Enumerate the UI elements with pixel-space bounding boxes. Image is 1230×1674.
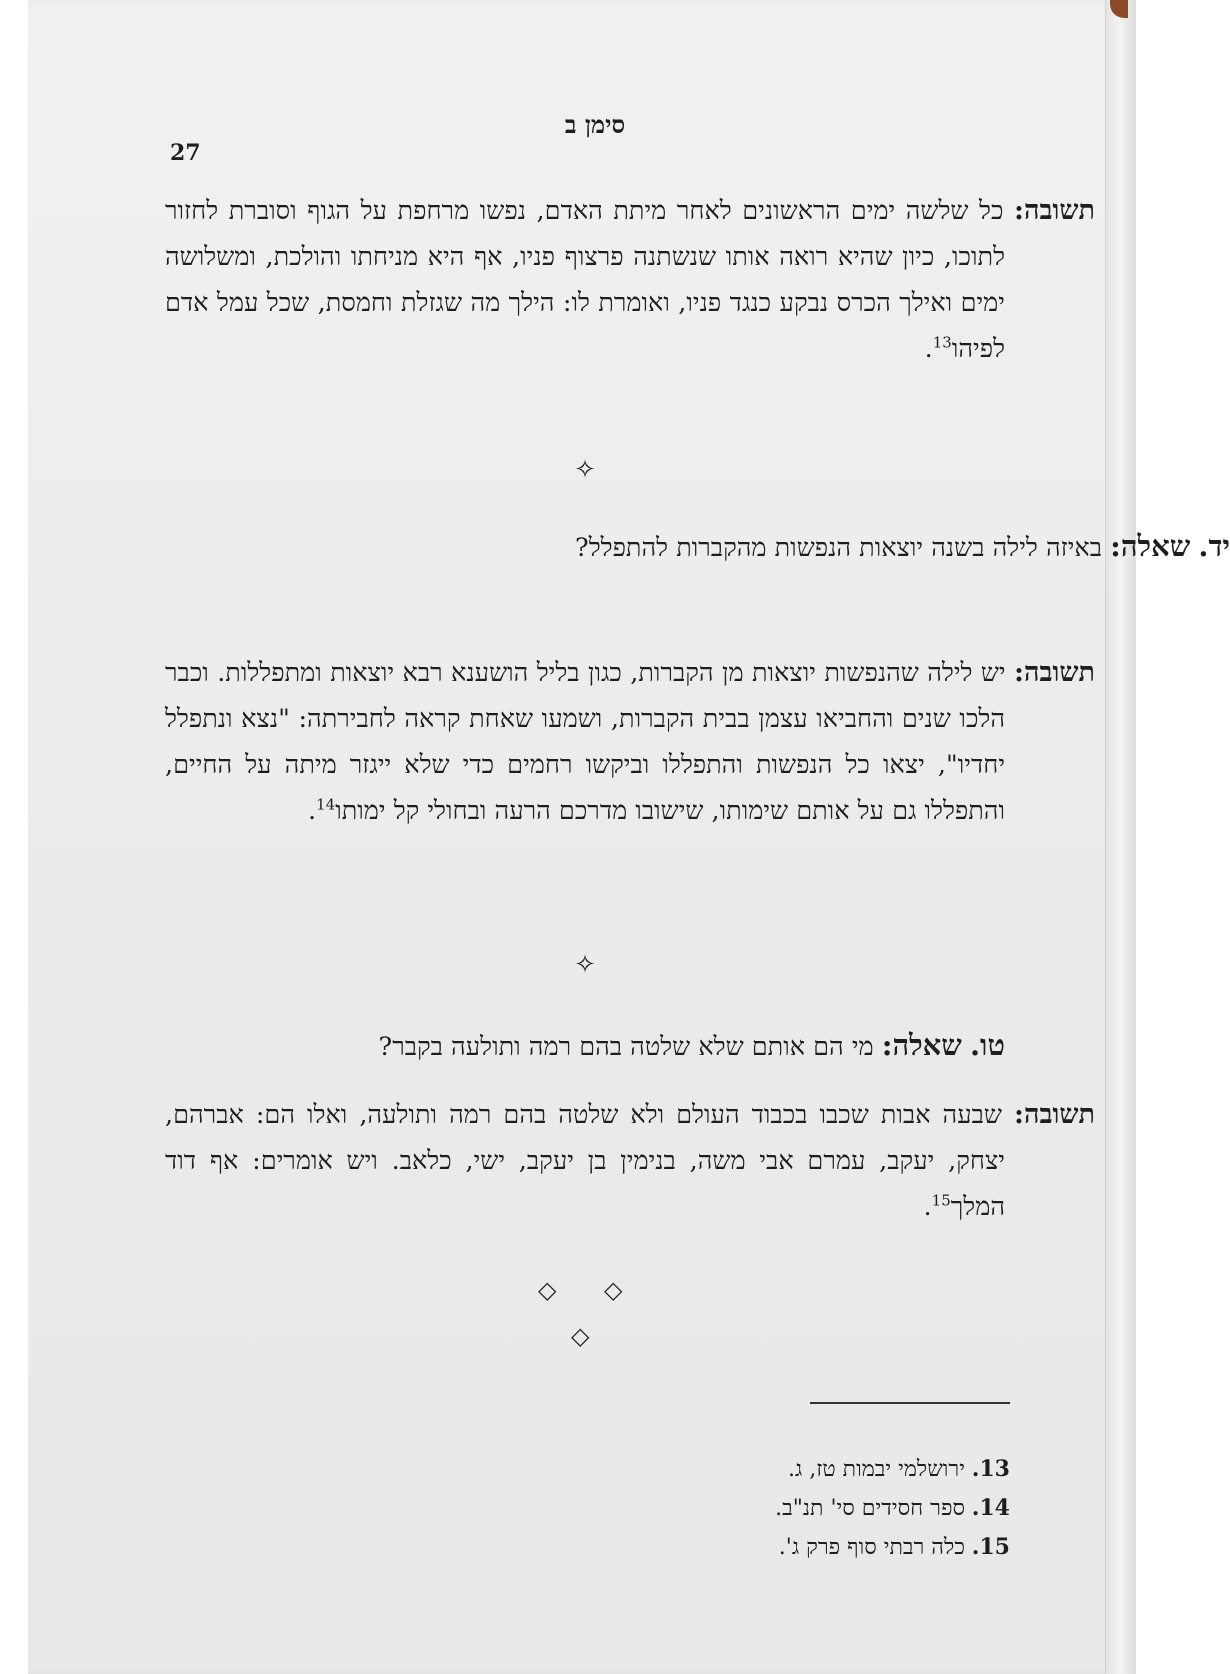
- answer-paragraph-13: תשובה: כל שלשה ימים הראשונים לאחר מיתת האדם, נפשו מרחפת על הגוף וסוברת לחזור לתוכו, כיון שהיא רואה אותו שנשתנה פרצוף פניו, אף היא מניחתו והולכת, ומשלושה ימים ואילך הכרס נבקע כנגד פניו, ואומרת לו: הילך מה שגזלת וחמסת, שכל עמל אדם לפיהו$^{13}$.: [165, 195, 1096, 364]
- footnote-separator: [810, 1402, 1010, 1404]
- footnote-ref-14[interactable]: 14: [316, 795, 336, 814]
- page-number: 27: [170, 140, 201, 166]
- question-text: מי הם אותם שלא שלטה בהם רמה ותולעה בקבר?: [378, 1032, 874, 1062]
- question-14: [165, 523, 1230, 571]
- footnotes: [640, 1450, 1010, 1567]
- question-label: שאלה:: [1110, 529, 1191, 563]
- answer-paragraph-14: תשובה: יש לילה שהנפשות יוצאות מן הקברות, כגון בליל הושענא רבא יוצאות ומתפללות. וכבר הלכו שנים והחביאו עצמן בבית הקברות, ושמעו שאחת קראה לחבירתה: "נצא ונתפלל יחדיו", יצאו כל הנפשות והתפללו וביקשו רחמים כדי שלא ייגזר מיתה על החיים, והתפללו גם על אותם שימותו, שישובו מדרכם הרעה ובחולי קל ימותו$^{14}$.: [165, 657, 1095, 826]
- closing-ornament-diamond: ◇: [538, 1276, 557, 1304]
- answer-text: כל שלשה ימים הראשונים לאחר מיתת האדם, נפשו מרחפת על הגוף וסוברת לחזור לתוכו, כיון שהיא רואה אותו שנשתנה פרצוף פניו, אף היא מניחתו והולכת, ומשלושה ימים ואילך הכרס נבקע כנגד פניו, ואומרת לו: הילך מה שגזלת וחמסת, שכל עמל אדם לפיהו: [165, 196, 1005, 364]
- answer-paragraph-15: תשובה: שבעה אבות שכבו בכבוד העולם ולא שלטה בהם רמה ותולעה, ואלו הם: אברהם, יצחק, יעקב, עמרם אבי משה, בנימין בן יעקב, ישי, כלאב. ויש אומרים: אף דוד המלך$^{15}$.: [165, 1099, 1095, 1222]
- section-divider-star: ✧: [574, 455, 596, 485]
- bleed-through-text: [360, 400, 375, 454]
- closing-ornament-diamond: ◇: [571, 1322, 590, 1350]
- page-edge: [1105, 0, 1136, 1674]
- running-head: סימן ב: [564, 110, 626, 139]
- footnote-15: 15. כלה רבתי סוף פרק ג'.: [778, 1534, 1010, 1560]
- answer-text: יש לילה שהנפשות יוצאות מן הקברות, כגון בליל הושענא רבא יוצאות ומתפללות. וכבר הלכו שנים והחביאו עצמן בבית הקברות, ושמעו שאחת קראה לחבירתה: "נצא ונתפלל יחדיו", יצאו כל הנפשות והתפללו וביקשו רחמים כדי שלא ייגזר מיתה על החיים, והתפללו גם על אותם שימותו, שישובו מדרכם הרעה ובחולי קל ימותו: [165, 658, 1006, 826]
- question-text: באיזה לילה בשנה יוצאות הנפשות מהקברות להתפלל?: [575, 533, 1103, 563]
- section-divider-star: ✧: [574, 950, 596, 980]
- footnote-13: 13. ירושלמי יבמות טז, ג.: [788, 1456, 1010, 1482]
- footnote-14: 14. ספר חסידים סי' תנ"ב.: [775, 1495, 1010, 1521]
- answer-text: שבעה אבות שכבו בכבוד העולם ולא שלטה בהם רמה ותולעה, ואלו הם: אברהם, יצחק, יעקב, עמרם אבי משה, בנימין בן יעקב, ישי, כלאב. ויש אומרים: אף דוד המלך: [165, 1100, 1005, 1222]
- question-number: טו.: [969, 1028, 1005, 1062]
- footnote-ref-13[interactable]: 13: [932, 333, 952, 352]
- question-15: [165, 1022, 1005, 1070]
- answer-label: תשובה:: [1014, 657, 1095, 688]
- answer-label: תשובה:: [1014, 1099, 1095, 1130]
- answer-label: תשובה:: [1014, 195, 1096, 226]
- closing-ornament-diamond: ◇: [604, 1276, 623, 1304]
- footnote-ref-15[interactable]: 15: [931, 1191, 951, 1210]
- question-number: יד.: [1198, 529, 1230, 563]
- question-label: שאלה:: [881, 1028, 962, 1062]
